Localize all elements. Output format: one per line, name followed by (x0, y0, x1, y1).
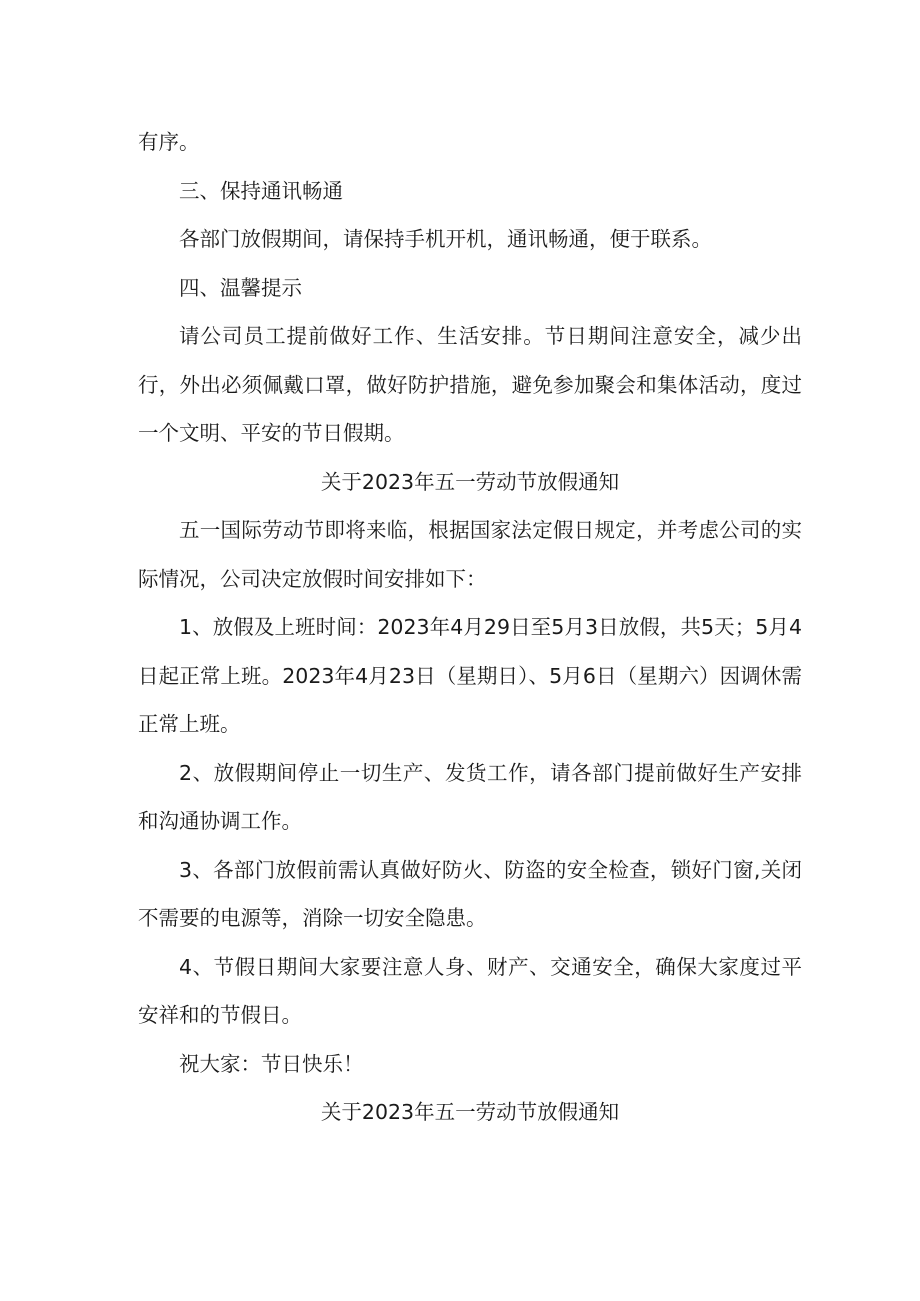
notice-title: 关于2023年五一劳动节放假通知 (320, 469, 620, 494)
list-item-2: 2、放假期间停止一切生产、发货工作，请各部门提前做好生产安排和沟通协调工作。 (138, 760, 802, 833)
paragraph-intro: 五一国际劳动节即将来临，根据国家法定假日规定，并考虑公司的实际情况，公司决定放假时间安排如下： (138, 518, 802, 591)
section-heading-4: 四、温馨提示 (179, 275, 302, 300)
notice-title-repeat: 关于2023年五一劳动节放假通知 (320, 1100, 620, 1124)
list-item-4: 4、节假日期间大家要注意人身、财产、交通安全，确保大家度过平安祥和的节假日。 (138, 954, 802, 1027)
paragraph-communication: 各部门放假期间，请保持手机开机，通讯畅通，便于联系。 (179, 227, 712, 251)
closing-greeting: 祝大家：节日快乐！ (179, 1051, 364, 1076)
list-item-3: 3、各部门放假前需认真做好防火、防盗的安全检查，锁好门窗,关闭不需要的电源等，消除一切安全隐患。 (138, 857, 802, 930)
paragraph-continuation: 有序。 (138, 130, 200, 154)
section-heading-3: 三、保持通讯畅通 (179, 178, 343, 203)
paragraph-tips: 请公司员工提前做好工作、生活安排。节日期间注意安全，减少出行，外出必须佩戴口罩，做好防护措施，避免参加聚会和集体活动，度过一个文明、平安的节日假期。 (138, 324, 802, 445)
list-item-1: 1、放假及上班时间：2023年4月29日至5月3日放假，共5天；5月4日起正常上班。2023年4月23日（星期日）、5月6日（星期六）因调休需正常上班。 (138, 615, 802, 736)
document-body (138, 118, 802, 1137)
